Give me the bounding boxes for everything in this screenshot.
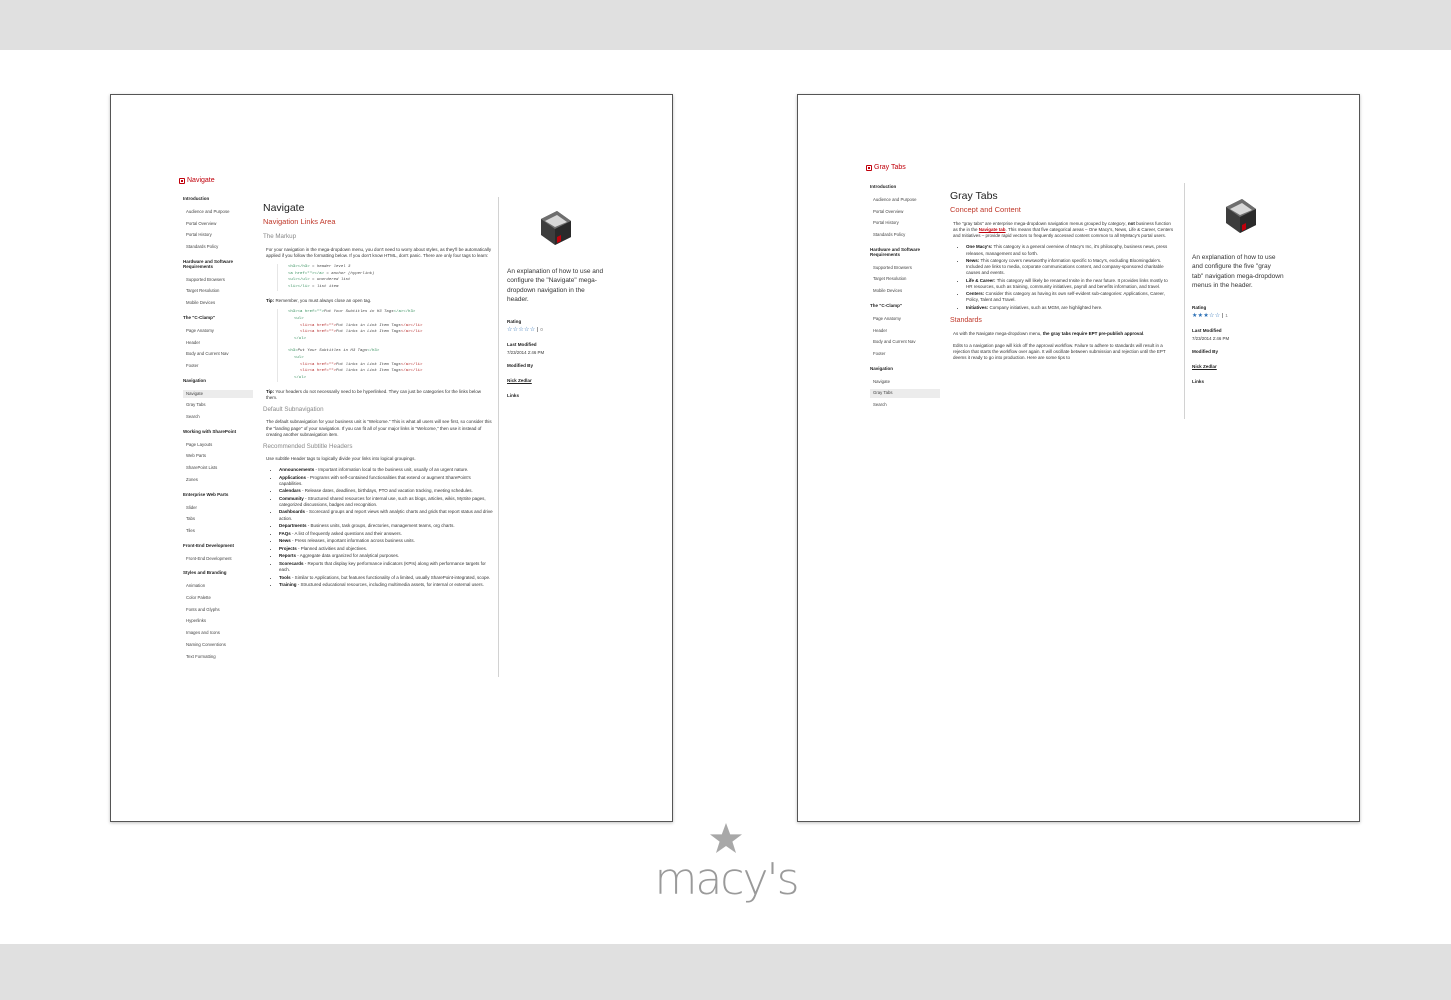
section-heading-standards: Standards	[950, 317, 982, 325]
tag-row: <li></li> = list item	[288, 285, 339, 290]
section-heading-recommended: Recommended Subtitle Headers	[263, 442, 353, 450]
standards-paragraph-2: Edits to a navigation page will kick off the approval workflow. Failure to adhere to standards will result in a rejection that starts the workflow over again. It will oscillate between submission and rejection until the EPT deems it ready to go into production. Here are some tips to	[953, 342, 1166, 360]
tag-row: <a href=""></a> = anchor (hyperlink)	[288, 271, 375, 276]
nav-section-heading: Introduction	[183, 196, 210, 201]
links-label: Links	[507, 393, 519, 399]
intro-paragraph: The "gray tabs" are enterprise mega-dropdown navigation menus grouped by category, not business function as the in the Navigate tab. This means that five categorical areas – One Macy's, News, Life & Career, Centers and Initiatives – provide rapid vectors to frequently accessed content common to all MyMacy's portal users.	[953, 221, 1174, 239]
rating-stars[interactable]	[1192, 312, 1284, 321]
nav-item[interactable]: Portal History	[873, 220, 899, 226]
last-modified-value: 7/23/2014 2:46 PM	[507, 349, 545, 355]
list-item: • Projects - Planned activities and objectives.	[279, 546, 493, 552]
list-item: • Training - Structured educational resources, including multimedia assets, for internal or external users.	[279, 582, 493, 588]
page-title: Gray Tabs	[950, 190, 998, 202]
tip-paragraph-2: Tip: Your headers do not necessarily need to be hyperlinked. They can just be categories for the links below them.	[266, 389, 481, 401]
nav-item[interactable]: Portal History	[186, 232, 212, 238]
nav-item[interactable]: Target Resolution	[186, 288, 220, 294]
nav-item[interactable]: Mobile Devices	[873, 288, 903, 294]
page-preview-gray-tabs	[797, 94, 1360, 822]
nav-section-heading: Enterprise Web Parts	[183, 491, 229, 497]
category-list	[966, 244, 1175, 311]
last-modified-label: Last Modified	[507, 342, 537, 348]
standards-paragraph: As with the Navigate mega-dropdown menu, the gray tabs require EPT pre-publish approval.	[953, 330, 1145, 336]
left-navigation	[870, 185, 940, 413]
nav-section-heading: Navigation	[183, 377, 207, 383]
nav-item[interactable]: Front-End Development	[186, 555, 232, 561]
page-sidebar	[1192, 195, 1284, 387]
nav-item[interactable]: Portal Overview	[186, 220, 217, 226]
column-divider	[1184, 183, 1185, 419]
page-subtitle: Navigation Links Area	[263, 217, 336, 227]
tag-row: <h3></h3> = header level 3	[288, 264, 351, 269]
page-title: Navigate	[263, 202, 305, 214]
author-link[interactable]: Nick Zedlar	[1192, 363, 1217, 369]
rating-label: Rating	[507, 318, 522, 324]
nav-item[interactable]: Audience and Purpose	[186, 208, 230, 214]
main-content	[950, 189, 1175, 366]
nav-item[interactable]: Navigate	[873, 378, 890, 384]
last-modified-value: 7/23/2014 2:46 PM	[1192, 335, 1230, 341]
breadcrumb-label: Navigate	[187, 177, 215, 184]
rating-stars[interactable]	[507, 326, 607, 335]
nav-item[interactable]: Header	[873, 327, 888, 333]
star-icon	[709, 822, 743, 856]
list-item: • Tools - Similar to Applications, but features functionality of a limited, usually SharePoint-integrated, scope.	[279, 575, 493, 581]
list-item: • Dashboards - Scorecard groups and report views with analytic charts and grids that report status and drive action.	[279, 509, 493, 521]
recommended-intro: Use subtitle Header tags to logically divide your links into logical groupings.	[266, 456, 416, 462]
c-clamp-icon	[1220, 195, 1260, 235]
nav-item[interactable]: Images and Icons	[186, 630, 220, 636]
nav-item[interactable]: Color Palette	[186, 594, 211, 600]
breadcrumb[interactable]	[179, 177, 215, 184]
list-item: • Departments - Business units, task groups, directories, management teams, org charts.	[279, 523, 493, 529]
nav-item[interactable]: Portal Overview	[873, 208, 904, 214]
nav-item[interactable]: Body and Current Nav	[186, 351, 229, 357]
nav-item[interactable]: Hyperlinks	[186, 618, 207, 624]
top-gray-band	[0, 0, 1451, 50]
list-item: • Scorecards - Reports that display key performance indicators (KPIs) along with performance targets for each.	[279, 561, 493, 573]
list-item: • Reports - Aggregate data organized for analytical purposes.	[279, 553, 493, 559]
breadcrumb-label: Gray Tabs	[874, 164, 906, 171]
nav-section-heading: Introduction	[870, 184, 897, 189]
nav-item[interactable]: SharePoint Lists	[186, 465, 218, 471]
nav-item[interactable]: Page Anatomy	[186, 327, 214, 333]
nav-section-heading: Styles and Branding	[183, 570, 227, 576]
default-paragraph: The default subnavigation for your business unit is "Welcome." This is what all users will see first, so consider this the "landing page" of your navigation. If you can fit all of your major links in "Welcome," then use it instead of creating another subnavigation item.	[266, 419, 492, 437]
list-item: • News: This category covers newsworthy information specific to Macy's, excluding Bloomingdale's. Included are links to media, corporate communications content, and company-sponsored charitable causes and events.	[966, 258, 1175, 276]
nav-section-heading: Hardware and Software Requirements	[183, 258, 234, 269]
tag-row: <ul></ul> = unordered list	[288, 278, 351, 283]
nav-item[interactable]: Fonts and Glyphs	[186, 606, 220, 612]
nav-item[interactable]: Naming Conventions	[186, 641, 226, 647]
tag-code-block	[277, 264, 493, 291]
page-description: An explanation of how to use and configure the "Navigate" mega-dropdown navigation in the header.	[507, 268, 604, 304]
page-description: An explanation of how to use and configure the five "gray tab" navigation mega-dropdown menus in the header.	[1192, 254, 1284, 290]
star-icons[interactable]: ★★★☆☆	[1192, 313, 1221, 320]
list-item: • News - Press releases, important information across business units.	[279, 538, 493, 544]
page-subtitle: Concept and Content	[950, 205, 1021, 215]
page-sidebar	[507, 207, 607, 401]
rating-count: 0	[537, 327, 543, 332]
nav-item[interactable]: Zones	[186, 476, 198, 482]
breadcrumb[interactable]	[866, 164, 906, 171]
nav-item[interactable]: Target Resolution	[873, 276, 907, 282]
page-preview-navigate	[110, 94, 673, 822]
navigate-tab-link[interactable]: Navigate tab	[978, 227, 1006, 233]
nav-section-heading: The "C-Clamp"	[870, 302, 903, 308]
nav-item[interactable]: Page Layouts	[186, 441, 213, 447]
nav-code-block: <h3><a href="">Put Your Subtitles in H3 Tags</a></h3> <ul> <li><a href="">Put links in Link Item Tags</a></li> <li><a href="">Put links in Link Item Tags</a></li> </ul> <h3>Put Your Subtitles in H3 Tags</h3> <ul> <li><a href="">Put links in Link Item Tags</a></li> <li><a href="">Put links in Link Item Tags</a></li> </ul>	[277, 309, 493, 382]
nav-section-heading: Navigation	[870, 365, 894, 371]
nav-item[interactable]: Web Parts	[186, 453, 206, 459]
list-item: • Initiatives: Company initiatives, such as MGM, are highlighted here.	[966, 305, 1175, 311]
intro-paragraph: For your navigation in the mega-dropdown menu, you don't need to worry about styles, as they'll be automatically applied if you follow the formatting below. If you don't know HTML, don't panic. There are only four tags to learn:	[266, 246, 492, 258]
nav-item[interactable]: Gray Tabs	[870, 389, 940, 398]
nav-item[interactable]: Slider	[186, 504, 197, 510]
left-navigation	[183, 197, 253, 664]
list-item: • Community - Structured shared resources for internal use, such as blogs, articles, wikis, MySite pages, categorized discussions, badges and recognition.	[279, 496, 493, 508]
list-item: • Calendars - Release dates, deadlines, birthdays, PTO and vacation tracking, meeting schedules.	[279, 488, 493, 494]
page-icon	[179, 178, 185, 184]
nav-item[interactable]: Tabs	[186, 516, 196, 522]
list-item: • Centers: Consider this category as having its own self-evident sub-categories: Applications, Career, Policy, Talent and Travel.	[966, 291, 1175, 303]
tip-paragraph: Tip: Remember, you must always close an open tag.	[266, 297, 372, 303]
recommended-list	[279, 467, 493, 588]
column-divider	[498, 197, 499, 677]
list-item: • Applications - Programs with self-contained functionalities that extend or augment SharePoint's capabilities.	[279, 475, 493, 487]
section-heading-markup: The Markup	[263, 233, 297, 241]
bottom-gray-band	[0, 944, 1451, 1000]
links-label: Links	[1192, 379, 1204, 385]
nav-section-heading: Working with SharePoint	[183, 428, 237, 434]
nav-item[interactable]: Body and Current Nav	[873, 339, 916, 345]
nav-item[interactable]: Audience and Purpose	[873, 196, 917, 202]
nav-section-heading: Front-End Development	[183, 542, 235, 548]
star-icons[interactable]: ☆☆☆☆☆	[507, 327, 536, 334]
section-heading-default: Default Subnavigation	[263, 406, 324, 414]
nav-item[interactable]: Page Anatomy	[873, 315, 901, 321]
nav-item[interactable]: Navigate	[183, 390, 253, 399]
logo-wordmark: macy's	[654, 854, 798, 905]
macys-logo	[652, 822, 800, 914]
nav-item[interactable]: Animation	[186, 583, 206, 589]
list-item: • One Macy's: This category is a general overview of Macy's Inc, it's philosophy, business news, press releases, management and so forth.	[966, 244, 1175, 256]
rating-label: Rating	[1192, 304, 1207, 310]
nav-item[interactable]: Supported Browsers	[186, 276, 225, 282]
modified-by-label: Modified By	[507, 363, 534, 369]
nav-item[interactable]: Search	[873, 402, 887, 408]
nav-item[interactable]: Footer	[873, 350, 886, 356]
nav-item[interactable]: Text Formatting	[186, 653, 216, 659]
author-link[interactable]: Nick Zedlar	[507, 377, 532, 383]
nav-item[interactable]: Standards Policy	[873, 232, 906, 238]
page-icon	[866, 165, 872, 171]
last-modified-label: Last Modified	[1192, 328, 1222, 334]
nav-item[interactable]: Footer	[186, 362, 199, 368]
main-content	[263, 201, 493, 592]
list-item: • FAQs - A list of frequently asked questions and their answers.	[279, 531, 493, 537]
list-item: • Announcements - Important information local to the business unit, usually of an urgent nature.	[279, 467, 493, 473]
nav-section-heading: Hardware and Software Requirements	[870, 246, 921, 257]
nav-item[interactable]: Standards Policy	[186, 244, 219, 250]
nav-item[interactable]: Mobile Devices	[186, 300, 216, 306]
nav-item[interactable]: Supported Browsers	[873, 264, 912, 270]
list-item: • Life & Career: This category will likely be renamed Insite in the near future. It provides links mostly to HR resources, such as training, community initiatives, payroll and benefits information, and travel.	[966, 278, 1175, 290]
nav-item[interactable]: Header	[186, 339, 201, 345]
nav-item[interactable]: Tiles	[186, 527, 195, 533]
nav-section-heading: The "C-Clamp"	[183, 314, 216, 320]
nav-item[interactable]: Search	[186, 414, 200, 420]
c-clamp-icon	[535, 207, 575, 247]
rating-count: 1	[1222, 313, 1228, 318]
nav-item[interactable]: Gray Tabs	[186, 402, 206, 408]
modified-by-label: Modified By	[1192, 349, 1219, 355]
